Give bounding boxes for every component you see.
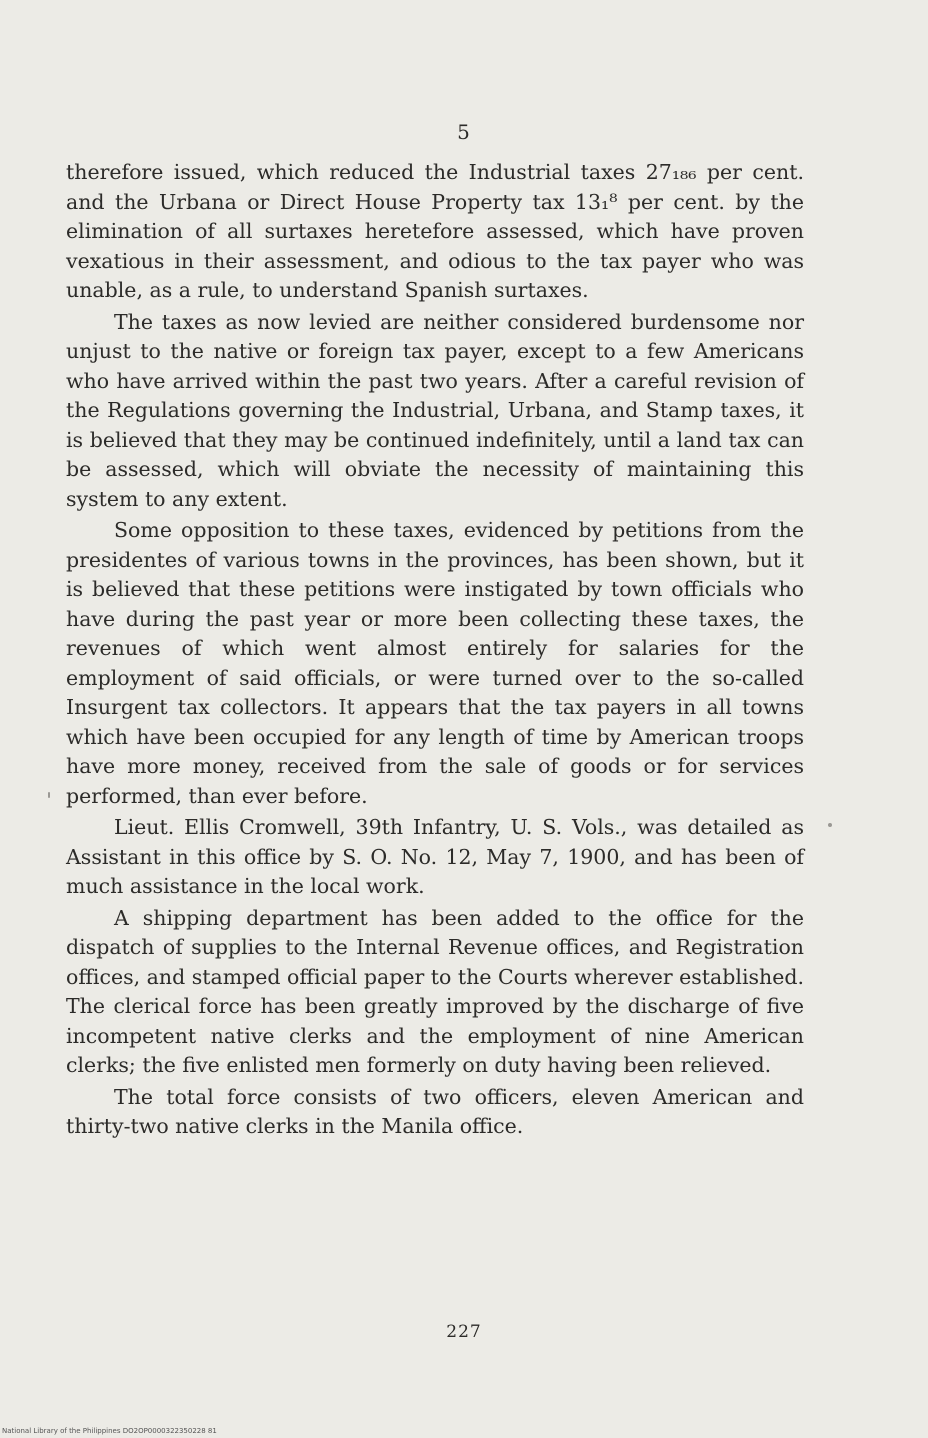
- paragraph-2: The taxes as now levied are neither considered burdensome nor unjust to the native or foreign tax payer, except to a few Americans who have arrived within the past two years. After a careful revision of the Regulations governing the Industrial, Urbana, and Stamp taxes, it is believed that they may be continued indefinitely, until a land tax can be assessed, which will obviate the necessity of maintaining this system to any extent.: [66, 309, 804, 511]
- footer-page-number: 227: [446, 1322, 482, 1342]
- page-number: 5: [457, 120, 471, 144]
- paragraph-4: Lieut. Ellis Cromwell, 39th Infantry, U. S. Vols., was detailed as Assistant in this office by S. O. No. 12, May 7, 1900, and has been of much assistance in the local work.: [66, 815, 804, 898]
- paragraph-6: The total force consists of two officers, eleven American and thirty-two native clerks in the Manila office.: [66, 1084, 804, 1138]
- scan-speck: [828, 823, 832, 827]
- paragraph-5: A shipping department has been added to the office for the dispatch of supplies to the Internal Revenue offices, and Registration offices, and stamped official paper to the Courts wherever established. The clerical force has been greatly improved by the discharge of five incompetent native clerks and the employment of nine American clerks; the five enlisted men formerly on duty having been relieved.: [66, 905, 804, 1077]
- paragraph-1: therefore issued, which reduced the Industrial taxes 27₁₈₆ per cent. and the Urbana or Direct House Property tax 13₁⁸ per cent. by the elimination of all surtaxes heretefore assessed, which have proven vexatious in their assessment, and odious to the tax payer who was unable, as a rule, to understand Spanish surtaxes.: [66, 160, 804, 302]
- paragraph-3: Some opposition to these taxes, evidenced by petitions from the presidentes of various towns in the provinces, has been shown, but it is believed that these petitions were instigated by town officials who have during the past year or more been collecting these taxes, the revenues of which went almost entirely for salaries for the employment of said officials, or were turned over to the so-called Insurgent tax collectors. It appears that the tax payers in all towns which have been occupied for any length of time by American troops have more money, received from the sale of goods or for services performed, than ever before.: [66, 518, 804, 808]
- library-credit: National Library of the Philippines DO2OP0000322350228 81: [2, 1427, 217, 1435]
- scan-speck: [48, 792, 50, 798]
- body-text: [66, 158, 804, 1144]
